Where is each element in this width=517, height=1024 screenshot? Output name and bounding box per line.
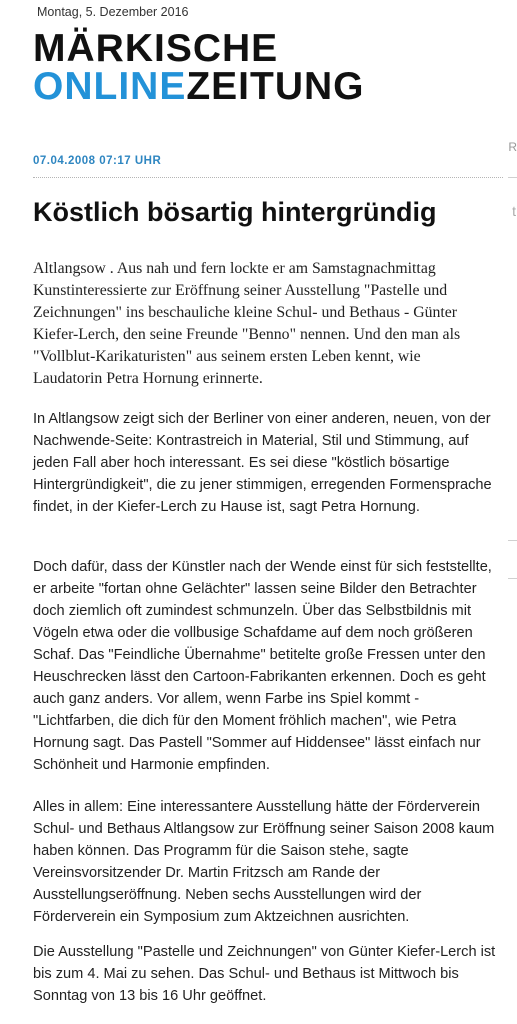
sidebar-fragment: t bbox=[512, 203, 516, 219]
current-date: Montag, 5. Dezember 2016 bbox=[37, 5, 189, 19]
timestamp-divider bbox=[33, 177, 503, 178]
article-paragraph: Die Ausstellung "Pastelle und Zeichnungen" von Günter Kiefer-Lerch ist bis zum 4. Mai zu sehen. Das Schul- und Bethaus ist Mittwoch bis Sonntag von 13 bis 16 Uhr geöffnet. bbox=[33, 944, 496, 1004]
site-logo[interactable] bbox=[33, 29, 365, 107]
article-paragraph: In Altlangsow zeigt sich der Berliner von einer anderen, neuen, von der Nachwende-Seite: Kontrastreich in Material, Stil und Stimmung, auf jeden Fall aber hoch interessant. Es sei diese "köstlich bösartige Hintergründigkeit", die zu jener stimmigen, erregenden Formensprache findet, in der Kiefer-Lerch zu Hause ist, sagt Petra Hornung. bbox=[33, 411, 492, 515]
sidebar-divider bbox=[508, 177, 517, 178]
article-lead: Altlangsow . Aus nah und fern lockte er am Samstagnachmittag Kunstinteressierte zur Eröffnung seiner Ausstellung "Pastelle und Zeichnungen" ins beschauliche kleine Schul- und Bethaus - Günter Kiefer-Lerch, den seine Freunde "Benno" nennen. Und den man als "Vollblut-Karikaturisten" aus seinem ersten Leben kennt, wie Laudatorin Petra Hornung erinnerte. bbox=[33, 260, 461, 387]
sidebar-divider bbox=[508, 540, 517, 541]
article-timestamp: 07.04.2008 07:17 UHR bbox=[33, 155, 162, 167]
sidebar-divider bbox=[508, 578, 517, 579]
logo-word-online: ONLINE bbox=[33, 65, 187, 108]
article-paragraph: Doch dafür, dass der Künstler nach der Wende einst für sich feststellte, er arbeite "fortan ohne Gelächter" lassen seine Bilder den Betrachter doch ziemlich oft zumindest schmunzeln. Über das Selbstbildnis mit Vögeln etwa oder die vollbusige Schafdame auf dem noch größeren Schaf. Das "Feindliche Übernahme" betitelte große Fressen unter den Heuschrecken lässt den Cartoon-Fabrikanten erkennen. Doch es geht auch ganz anders. Vor allem, wenn Farbe ins Spiel kommt - "Lichtfarben, die dich für den Moment fröhlich machen", wie Petra Hornung sagt. Das Pastell "Sommer auf Hiddensee" lässt einfach nur Schönheit und Harmonie empfinden. bbox=[33, 559, 492, 773]
article-headline: Köstlich bösartig hintergründig bbox=[33, 197, 437, 227]
logo-word-zeitung: ZEITUNG bbox=[186, 65, 365, 108]
article-paragraph: Alles in allem: Eine interessantere Ausstellung hätte der Förderverein Schul- und Bethaus Altlangsow zur Eröffnung seiner Saison 2008 kaum haben können. Das Programm für die Saison stehe, sagte Vereinsvorsitzender Dr. Martin Fritzsch am Rande der Ausstellungseröffnung. Neben sechs Ausstellungen wird der Förderverein ein Symposium zum Aktzeichnen ausrichten. bbox=[33, 799, 495, 925]
logo-word-maerkische: MÄRKISCHE bbox=[33, 27, 279, 70]
sidebar-fragment: R bbox=[508, 140, 517, 154]
logo-line-online-zeitung bbox=[33, 67, 365, 107]
